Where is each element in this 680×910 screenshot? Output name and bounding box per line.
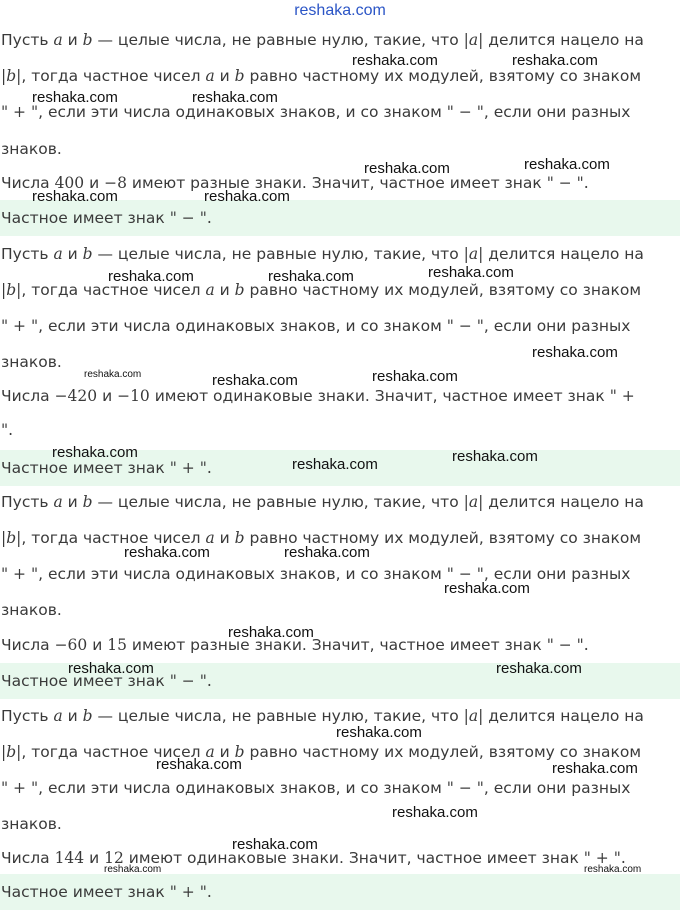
watermark: reshaka.com [392,804,478,821]
watermark: reshaka.com [372,368,458,385]
answer-box: Частное имеет знак " + ". [0,874,680,910]
example-line: Числа 400 и −8 имеют разные знаки. Значит, частное имеет знак " − ". [1,174,589,192]
watermark: reshaka.com [268,268,354,285]
watermark: reshaka.com [532,344,618,361]
rule-line: знаков. [1,353,62,371]
rule-line: знаков. [1,140,62,158]
watermark: reshaka.com [284,544,370,561]
rule-line: |b|, тогда частное чисел a и b равно частному их модулей, взятому со знаком [1,743,642,761]
rule-line: знаков. [1,815,62,833]
example-line: ". [1,421,14,439]
answer-box: Частное имеет знак " − ". [0,200,680,236]
watermark: reshaka.com [444,580,530,597]
example-line: Числа −420 и −10 имеют одинаковые знаки. Значит, частное имеет знак " + [1,387,635,405]
rule-line: |b|, тогда частное чисел a и b равно частному их модулей, взятому со знаком [1,529,642,547]
rule-line: " + ", если эти числа одинаковых знаков, и со знаком " − ", если они разных [1,779,631,797]
watermark: reshaka.com [192,89,278,106]
watermark: reshaka.com [68,660,154,677]
rule-line: " + ", если эти числа одинаковых знаков, и со знаком " − ", если они разных [1,103,631,121]
watermark: reshaka.com [204,188,290,205]
watermark: reshaka.com [52,444,138,461]
answer-box: Частное имеет знак " + ". [0,450,680,486]
watermark: reshaka.com [108,268,194,285]
rule-line: |b|, тогда частное чисел a и b равно частному их модулей, взятому со знаком [1,67,642,85]
watermark: reshaka.com [232,836,318,853]
watermark: reshaka.com [32,188,118,205]
rule-line: Пусть a и b — целые числа, не равные нулю, такие, что |a| делится нацело на [1,493,644,511]
watermark: reshaka.com [496,660,582,677]
watermark: reshaka.com [104,864,162,875]
rule-line: |b|, тогда частное чисел a и b равно частному их модулей, взятому со знаком [1,281,642,299]
rule-line: " + ", если эти числа одинаковых знаков, и со знаком " − ", если они разных [1,565,631,583]
watermark: reshaka.com [584,864,642,875]
watermark: reshaka.com [364,160,450,177]
site-title[interactable]: reshaka.com [294,2,386,19]
rule-line: " + ", если эти числа одинаковых знаков, и со знаком " − ", если они разных [1,317,631,335]
watermark: reshaka.com [32,89,118,106]
rule-line: Пусть a и b — целые числа, не равные нулю, такие, что |a| делится нацело на [1,707,644,725]
watermark: reshaka.com [512,52,598,69]
watermark: reshaka.com [212,372,298,389]
watermark: reshaka.com [156,756,242,773]
watermark: reshaka.com [84,369,142,380]
watermark: reshaka.com [336,724,422,741]
watermark: reshaka.com [428,264,514,281]
rule-line: Пусть a и b — целые числа, не равные нулю, такие, что |a| делится нацело на [1,245,644,263]
watermark: reshaka.com [228,624,314,641]
watermark: reshaka.com [452,448,538,465]
watermark: reshaka.com [552,760,638,777]
watermark: reshaka.com [352,52,438,69]
answer-box: Частное имеет знак " − ". [0,663,680,699]
rule-line: Пусть a и b — целые числа, не равные нулю, такие, что |a| делится нацело на [1,31,644,49]
watermark: reshaka.com [124,544,210,561]
example-line: Числа 144 и 12 имеют одинаковые знаки. Значит, частное имеет знак " + ". [1,849,626,867]
rule-line: знаков. [1,601,62,619]
example-line: Числа −60 и 15 имеют разные знаки. Значит, частное имеет знак " − ". [1,636,589,654]
watermark: reshaka.com [524,156,610,173]
watermark: reshaka.com [292,456,378,473]
